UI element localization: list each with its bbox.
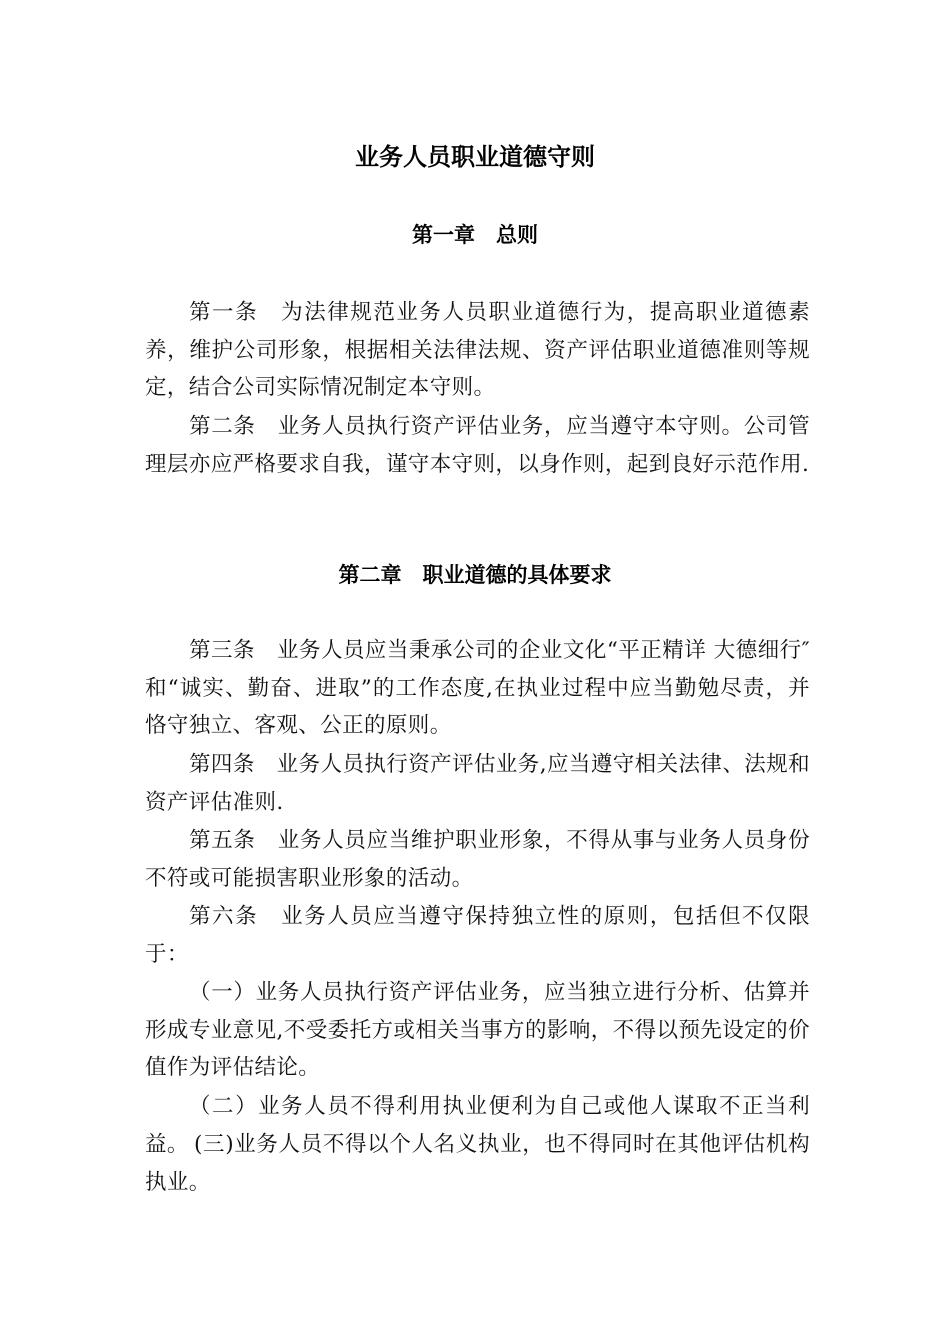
- article-6: 第六条 业务人员应当遵守保持独立性的原则，包括但不仅限于：: [145, 904, 810, 967]
- article-6-item-2: （二）业务人员不得利用执业便利为自己或他人谋取不正当利益。: [145, 1094, 810, 1157]
- article-3: 第三条 业务人员应当秉承公司的企业文化“平正精详 大德细行″和“诚实、勤奋、进取”的工作态度,在执业过程中应当勤勉尽责，并恪守独立、客观、公正的原则。: [145, 638, 810, 738]
- article-6-item-1: （一）业务人员执行资产评估业务，应当独立进行分析、估算并形成专业意见,不受委托方或相关当事方的影响，不得以预先设定的价值作为评估结论。: [145, 980, 810, 1080]
- chapter-heading-general: 第一章 总则: [412, 223, 538, 247]
- article-5: 第五条 业务人员应当维护职业形象，不得从事与业务人员身份不符或可能损害职业形象的活动。: [145, 828, 810, 891]
- document-title: 业务人员职业道德守则: [355, 143, 595, 171]
- article-1: 第一条 为法律规范业务人员职业道德行为，提高职业道德素养，维护公司形象，根据相关法律法规、资产评估职业道德准则等规定，结合公司实际情况制定本守则。: [145, 300, 810, 400]
- article-6-item-3: (三)业务人员不得以个人名义执业，也不得同时在其他评估机构执业。: [145, 1132, 810, 1195]
- article-2: 第二条 业务人员执行资产评估业务，应当遵守本守则。公司管理层亦应严格要求自我，谨守本守则，以身作则，起到良好示范作用.: [145, 414, 810, 477]
- article-4: 第四条 业务人员执行资产评估业务,应当遵守相关法律、法规和资产评估准则.: [145, 752, 810, 815]
- chapter-heading-requirements: 第二章 职业道德的具体要求: [338, 563, 612, 587]
